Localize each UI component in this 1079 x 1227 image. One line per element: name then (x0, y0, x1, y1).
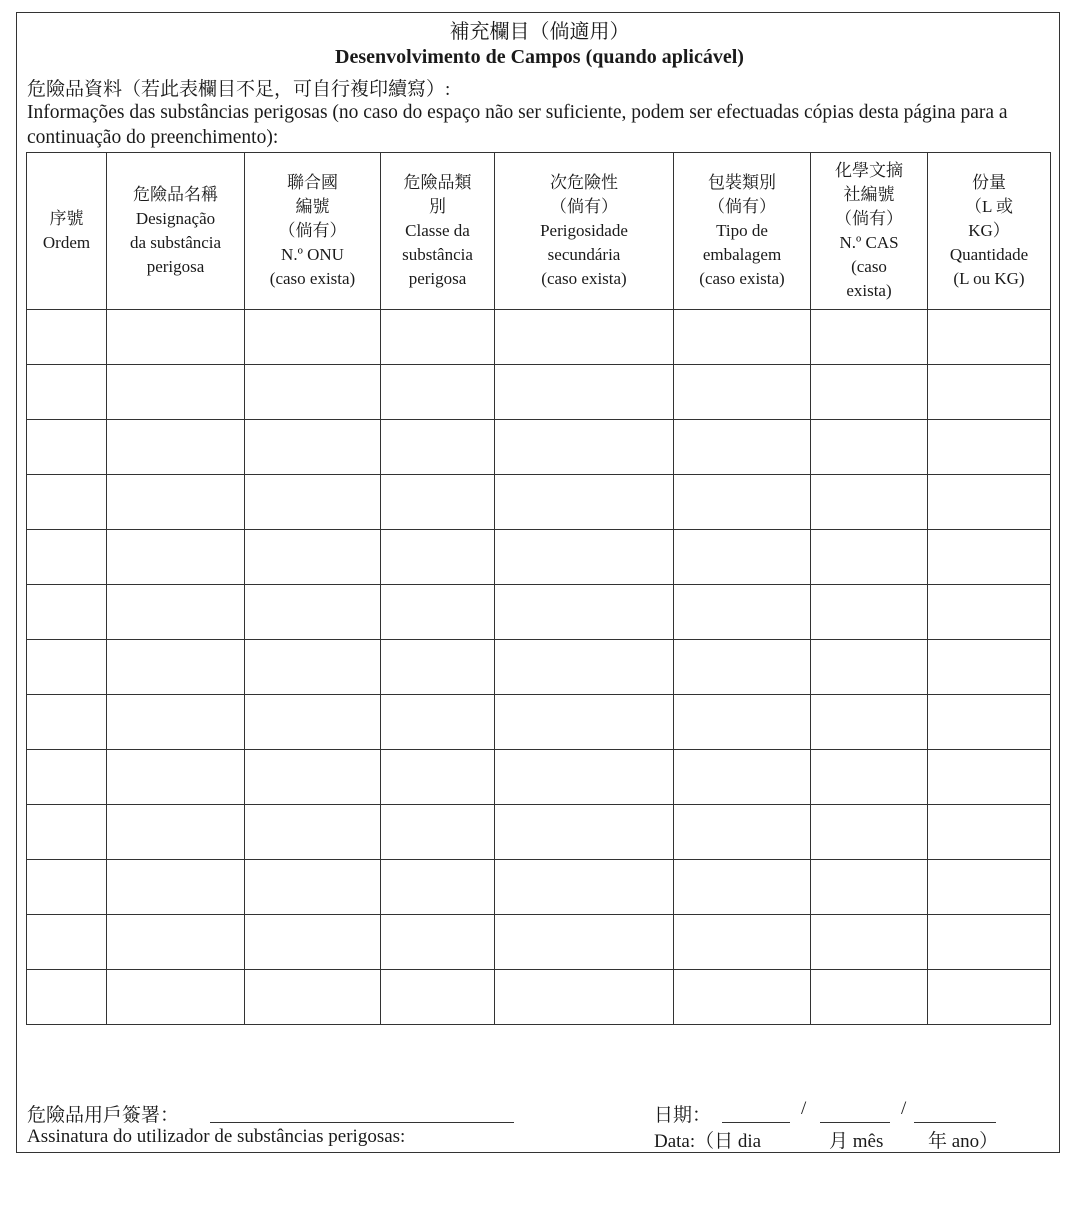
table-cell[interactable] (674, 585, 811, 640)
table-cell[interactable] (495, 805, 674, 860)
table-row (27, 640, 1051, 695)
table-cell[interactable] (27, 750, 107, 805)
table-cell[interactable] (811, 420, 928, 475)
column-header-line: Designação (135, 209, 216, 228)
column-header-line: (caso exista) (541, 269, 627, 288)
column-header (674, 153, 811, 310)
column-header (245, 153, 381, 310)
table-cell[interactable] (495, 640, 674, 695)
table-cell[interactable] (811, 805, 928, 860)
table-cell[interactable] (381, 420, 495, 475)
table-cell[interactable] (381, 805, 495, 860)
column-header-line: 包裝類別 (708, 173, 776, 192)
table-cell[interactable] (107, 585, 245, 640)
table-cell[interactable] (245, 805, 381, 860)
column-header-line: perigosa (408, 269, 467, 288)
table-row (27, 585, 1051, 640)
date-label-year: 年 ano） (928, 1131, 999, 1152)
signature-label-chinese: 危險品用戶簽署： (27, 1105, 180, 1126)
date-label-chinese: 日期： (654, 1105, 712, 1126)
table-cell[interactable] (811, 750, 928, 805)
table-cell[interactable] (928, 585, 1051, 640)
table-cell[interactable] (27, 310, 107, 365)
column-header (381, 153, 495, 310)
signature-field[interactable] (210, 1122, 514, 1123)
column-header (495, 153, 674, 310)
table-cell[interactable] (381, 530, 495, 585)
table-cell[interactable] (27, 695, 107, 750)
table-row (27, 915, 1051, 970)
table-cell[interactable] (495, 310, 674, 365)
table-cell[interactable] (245, 585, 381, 640)
column-header-line: 危險品類 (403, 173, 472, 192)
table-cell[interactable] (107, 695, 245, 750)
date-separator: / (901, 1098, 907, 1119)
table-cell[interactable] (245, 365, 381, 420)
column-header-line: exista) (846, 281, 892, 300)
column-header-line: perigosa (146, 257, 205, 276)
table-cell[interactable] (107, 310, 245, 365)
date-year-field[interactable] (914, 1122, 996, 1123)
table-cell[interactable] (928, 860, 1051, 915)
table-cell[interactable] (928, 530, 1051, 585)
table-cell[interactable] (495, 365, 674, 420)
column-header (107, 153, 245, 310)
column-header-line: Ordem (42, 233, 91, 252)
column-header-line: Classe da (405, 221, 470, 240)
table-cell[interactable] (495, 530, 674, 585)
table-header-row (27, 153, 1051, 310)
table-cell[interactable] (27, 530, 107, 585)
table-cell[interactable] (107, 475, 245, 530)
table-cell[interactable] (495, 970, 674, 1025)
substances-table (26, 152, 1051, 1025)
table-cell[interactable] (928, 805, 1051, 860)
column-header-line: （L 或 (964, 197, 1013, 216)
column-header-line: （倘有） (278, 221, 347, 240)
table-cell[interactable] (811, 585, 928, 640)
column-header-line: （倘有） (550, 197, 618, 216)
column-header-line: (caso exista) (699, 269, 785, 288)
table-row (27, 310, 1051, 365)
table-cell[interactable] (674, 805, 811, 860)
table-cell[interactable] (107, 530, 245, 585)
form-title-chinese: 補充欄目（倘適用） (449, 21, 630, 43)
column-header-line: 聯合國 (287, 173, 338, 192)
column-header-line: 化學文摘 (835, 161, 903, 180)
table-cell[interactable] (245, 640, 381, 695)
table-cell[interactable] (245, 750, 381, 805)
table-cell[interactable] (495, 420, 674, 475)
column-header (811, 153, 928, 310)
table-cell[interactable] (27, 475, 107, 530)
table-row (27, 365, 1051, 420)
table-cell[interactable] (811, 860, 928, 915)
table-cell[interactable] (495, 860, 674, 915)
table-cell[interactable] (381, 915, 495, 970)
table-cell[interactable] (495, 585, 674, 640)
table-cell[interactable] (381, 365, 495, 420)
table-cell[interactable] (674, 475, 811, 530)
date-label-day: Data:（日 dia (654, 1131, 762, 1152)
table-cell[interactable] (245, 860, 381, 915)
table-cell[interactable] (381, 640, 495, 695)
table-cell[interactable] (928, 915, 1051, 970)
table-cell[interactable] (245, 420, 381, 475)
table-cell[interactable] (27, 805, 107, 860)
table-row (27, 860, 1051, 915)
table-cell[interactable] (381, 475, 495, 530)
table-cell[interactable] (928, 750, 1051, 805)
table-cell[interactable] (245, 310, 381, 365)
column-header-line: KG） (968, 221, 1010, 240)
table-cell[interactable] (27, 970, 107, 1025)
table-cell[interactable] (674, 420, 811, 475)
table-cell[interactable] (107, 420, 245, 475)
table-cell[interactable] (381, 585, 495, 640)
table-row (27, 970, 1051, 1025)
table-cell[interactable] (27, 585, 107, 640)
table-cell[interactable] (495, 695, 674, 750)
table-cell[interactable] (811, 310, 928, 365)
table-cell[interactable] (811, 530, 928, 585)
column-header-line: embalagem (702, 245, 782, 264)
table-row (27, 750, 1051, 805)
table-cell[interactable] (107, 805, 245, 860)
column-header-line: Perigosidade (540, 221, 628, 240)
table-cell[interactable] (811, 915, 928, 970)
table-cell[interactable] (674, 640, 811, 695)
table-cell[interactable] (27, 420, 107, 475)
table-cell[interactable] (674, 695, 811, 750)
column-header-line: N.º ONU (281, 245, 344, 264)
table-cell[interactable] (27, 640, 107, 695)
table-cell[interactable] (245, 475, 381, 530)
table-cell[interactable] (381, 310, 495, 365)
column-header-line: substância (402, 245, 473, 264)
signature-label-portuguese: Assinatura do utilizador de substâncias perigosas: (27, 1126, 406, 1147)
table-cell[interactable] (928, 365, 1051, 420)
date-label-month: 月 mês (829, 1131, 884, 1152)
table-cell[interactable] (674, 750, 811, 805)
table-cell[interactable] (107, 860, 245, 915)
table-cell[interactable] (495, 475, 674, 530)
table-row (27, 420, 1051, 475)
table-cell[interactable] (674, 970, 811, 1025)
date-day-field[interactable] (722, 1122, 790, 1123)
table-cell[interactable] (245, 530, 381, 585)
table-cell[interactable] (811, 640, 928, 695)
table-cell[interactable] (811, 475, 928, 530)
column-header-line: (L ou KG) (953, 269, 1025, 288)
table-cell[interactable] (381, 750, 495, 805)
table-cell[interactable] (27, 860, 107, 915)
table-cell[interactable] (107, 640, 245, 695)
table-cell[interactable] (27, 915, 107, 970)
column-header-line: (caso (851, 257, 887, 276)
table-cell[interactable] (674, 530, 811, 585)
column-header-line: 序號 (49, 209, 84, 228)
table-cell[interactable] (107, 365, 245, 420)
table-row (27, 805, 1051, 860)
table-cell[interactable] (928, 475, 1051, 530)
column-header (27, 153, 107, 310)
date-separator: / (801, 1098, 807, 1119)
table-cell[interactable] (928, 970, 1051, 1025)
column-header-line: 次危險性 (550, 173, 618, 192)
table-cell[interactable] (928, 310, 1051, 365)
column-header-line: secundária (547, 245, 621, 264)
column-header-line: （倘有） (708, 197, 776, 216)
table-cell[interactable] (245, 915, 381, 970)
form-title-portuguese: Desenvolvimento de Campos (quando aplicável) (335, 46, 744, 68)
table-cell[interactable] (245, 695, 381, 750)
date-month-field[interactable] (820, 1122, 890, 1123)
table-cell[interactable] (674, 310, 811, 365)
table-cell[interactable] (381, 970, 495, 1025)
table-cell[interactable] (381, 695, 495, 750)
table-cell[interactable] (811, 695, 928, 750)
table-cell[interactable] (107, 750, 245, 805)
column-header-line: 編號 (295, 197, 330, 216)
intro-text-chinese: 危險品資料（若此表欄目不足，可自行複印續寫）: (27, 79, 451, 100)
table-row (27, 475, 1051, 530)
table-cell[interactable] (928, 640, 1051, 695)
table-cell[interactable] (674, 365, 811, 420)
column-header-line: 別 (429, 197, 446, 216)
column-header-line: (caso exista) (269, 269, 356, 288)
table-body (27, 310, 1051, 1025)
table-cell[interactable] (107, 915, 245, 970)
table-cell[interactable] (495, 915, 674, 970)
table-cell[interactable] (928, 695, 1051, 750)
table-cell[interactable] (811, 365, 928, 420)
table-cell[interactable] (27, 365, 107, 420)
column-header-line: Tipo de (716, 221, 768, 240)
table-cell[interactable] (381, 860, 495, 915)
intro-text-portuguese: Informações das substâncias perigosas (no caso do espaço não ser suficiente, podem ser efectuadas cópias desta página para a continuação do preenchimento): (27, 102, 1008, 148)
table-cell[interactable] (245, 970, 381, 1025)
table-cell[interactable] (495, 750, 674, 805)
column-header-line: 危險品名稱 (133, 185, 218, 204)
table-row (27, 695, 1051, 750)
table-cell[interactable] (811, 970, 928, 1025)
table-cell[interactable] (928, 420, 1051, 475)
column-header-line: da substância (129, 233, 222, 252)
table-row (27, 530, 1051, 585)
table-cell[interactable] (674, 860, 811, 915)
column-header-line: Quantidade (949, 245, 1029, 264)
column-header-line: 社編號 (843, 185, 895, 204)
table-cell[interactable] (107, 970, 245, 1025)
column-header-line: 份量 (972, 173, 1006, 192)
column-header (928, 153, 1051, 310)
column-header-line: N.º CAS (839, 233, 899, 252)
table-cell[interactable] (674, 915, 811, 970)
column-header-line: （倘有） (835, 209, 903, 228)
